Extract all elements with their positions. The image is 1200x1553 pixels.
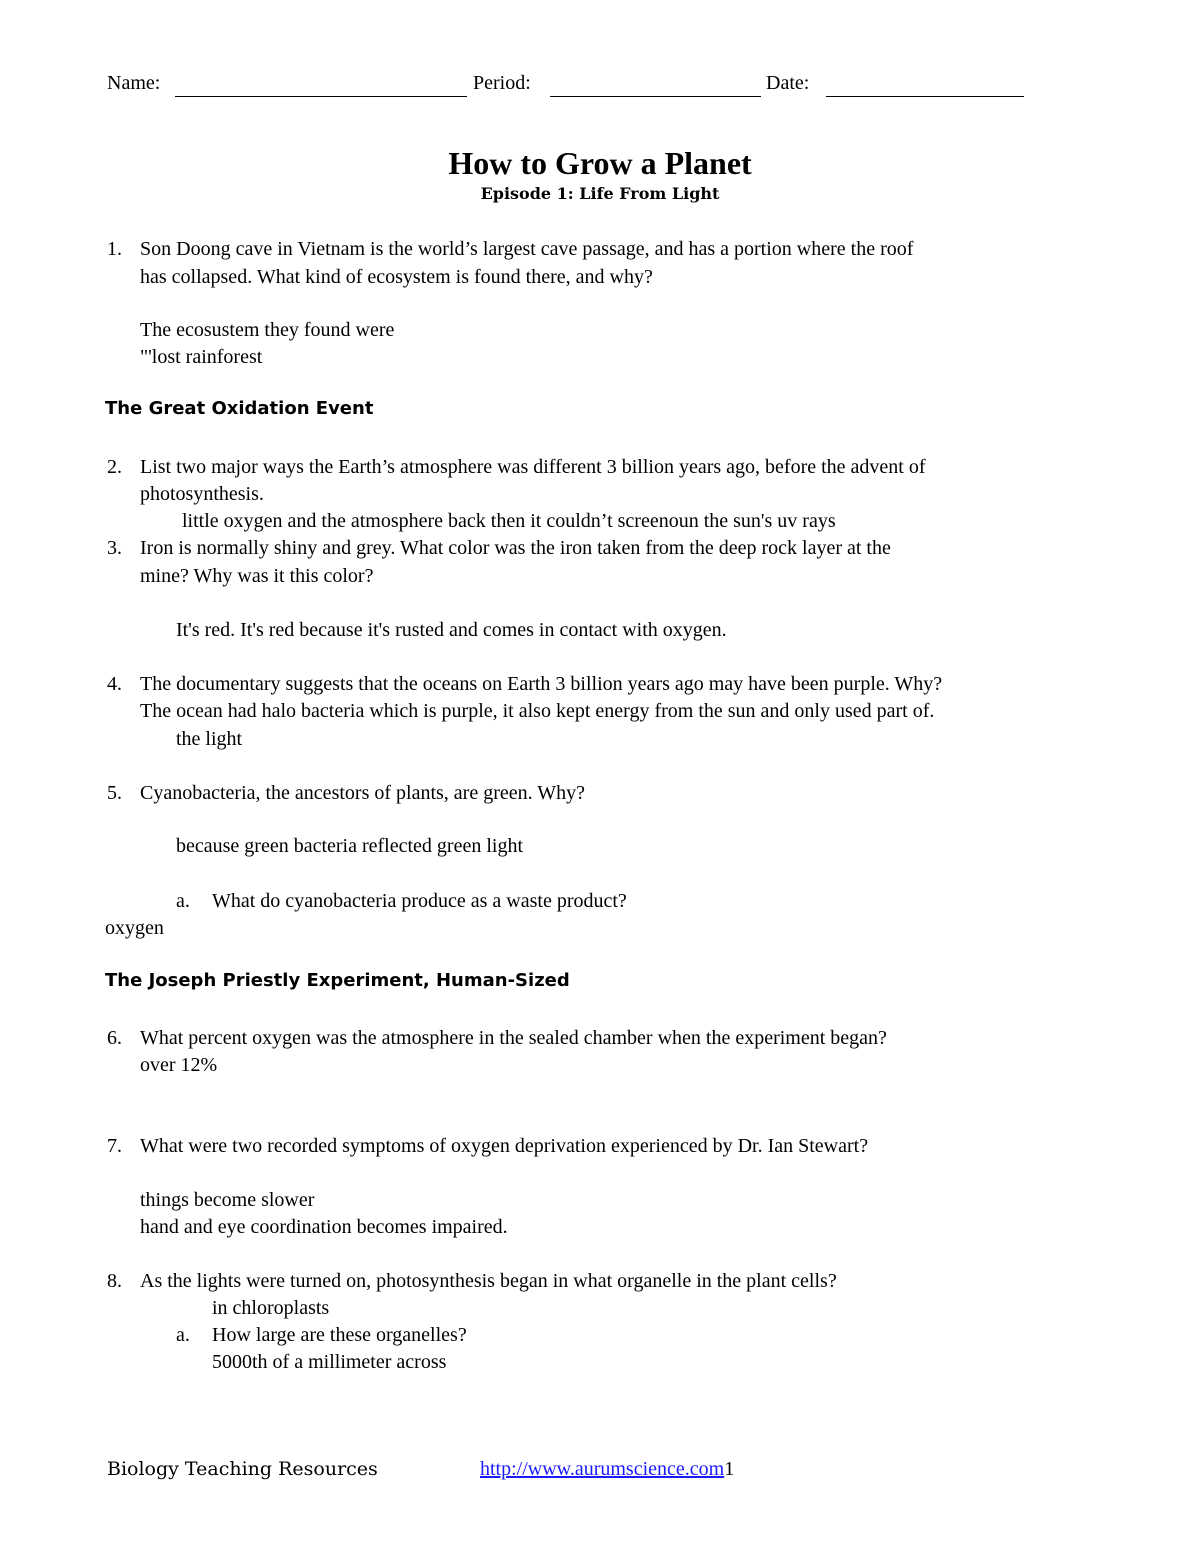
q6-text-line1: What percent oxygen was the atmosphere in the sealed chamber when the experiment began? [140,1027,887,1049]
name-field-line[interactable] [175,96,467,97]
q4-text-line1: The documentary suggests that the oceans on Earth 3 billion years ago may have been purple. Why? [140,673,943,695]
q1-number: 1. [107,238,122,260]
q8-number: 8. [107,1270,122,1292]
q7-answer-line1: things become slower [140,1189,315,1211]
section-heading-priestly: The Joseph Priestly Experiment, Human-Sized [105,970,570,991]
q4-answer-line2: the light [176,728,243,750]
q3-text-line2: mine? Why was it this color? [140,565,374,587]
q5-text-line1: Cyanobacteria, the ancestors of plants, are green. Why? [140,782,585,804]
q6-answer: over 12% [140,1054,218,1076]
q1-answer-line1: The ecosustem they found were [140,319,395,341]
date-field-line[interactable] [826,96,1024,97]
footer-link-container [480,1458,734,1481]
q8a-answer: 5000th of a millimeter across [212,1351,447,1373]
q5-number: 5. [107,782,122,804]
q4-answer-line1: The ocean had halo bacteria which is purple, it also kept energy from the sun and only used part of. [140,700,935,722]
q8a-text: How large are these organelles? [212,1324,467,1346]
q7-number: 7. [107,1135,122,1157]
q8-answer: in chloroplasts [212,1297,330,1319]
q5a-letter: a. [176,890,190,912]
page-title: How to Grow a Planet [448,145,752,181]
q5a-text: What do cyanobacteria produce as a waste product? [212,890,627,912]
q2-text-line2: photosynthesis. [140,483,264,505]
footer-link[interactable]: http://www.aurumscience.com [480,1458,725,1480]
q7-text-line1: What were two recorded symptoms of oxygen deprivation experienced by Dr. Ian Stewart? [140,1135,869,1157]
q7-answer-line2: hand and eye coordination becomes impaired. [140,1216,508,1238]
period-field-line[interactable] [550,96,761,97]
q2-answer: little oxygen and the atmosphere back then it couldn’t screenoun the sun's uv rays [182,510,836,532]
date-label: Date: [766,72,810,94]
q5-answer: because green bacteria reflected green light [176,835,524,857]
page-subtitle: Episode 1: Life From Light [480,184,720,203]
q2-number: 2. [107,456,122,478]
q3-answer: It's red. It's red because it's rusted and comes in contact with oxygen. [176,619,727,641]
q3-number: 3. [107,537,122,559]
name-label: Name: [107,72,161,94]
q3-text-line1: Iron is normally shiny and grey. What color was the iron taken from the deep rock layer at the [140,537,891,559]
q5a-answer: oxygen [105,917,164,939]
q1-text-line1: Son Doong cave in Vietnam is the world’s largest cave passage, and has a portion where the roof [140,238,914,260]
period-label: Period: [473,72,531,94]
q8-text-line1: As the lights were turned on, photosynthesis began in what organelle in the plant cells? [140,1270,837,1292]
q6-number: 6. [107,1027,122,1049]
section-heading-oxidation: The Great Oxidation Event [105,398,374,419]
q4-number: 4. [107,673,122,695]
q8a-letter: a. [176,1324,190,1346]
q2-text-line1: List two major ways the Earth’s atmosphere was different 3 billion years ago, before the advent of [140,456,926,478]
q1-text-line2: has collapsed. What kind of ecosystem is found there, and why? [140,266,653,288]
footer-source: Biology Teaching Resources [107,1458,378,1480]
page-number: 1 [724,1458,735,1480]
q1-answer-line2: "'lost rainforest [140,346,263,368]
